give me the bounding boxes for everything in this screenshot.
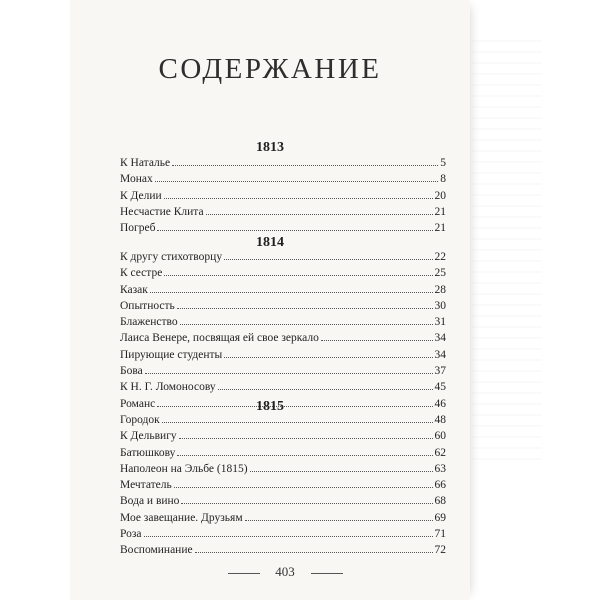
dot-leader <box>224 357 432 358</box>
toc-entry-page: 21 <box>434 222 446 235</box>
toc-entry-page: 68 <box>434 495 446 508</box>
dot-leader <box>177 308 433 309</box>
toc-entry-title: К другу стихотворцу <box>120 251 223 263</box>
toc-entry-page: 31 <box>434 316 446 329</box>
section-heading-1814: 1814 <box>256 235 284 250</box>
toc-entry-page: 37 <box>434 365 446 378</box>
toc-entry-page: 34 <box>434 348 446 361</box>
dot-leader <box>144 536 433 537</box>
toc-entry <box>120 493 446 509</box>
toc-entry-page: 63 <box>434 462 446 475</box>
dot-leader <box>164 275 432 276</box>
toc-entry <box>120 347 446 363</box>
dot-leader <box>174 487 433 488</box>
toc-entry-title: Роза <box>120 528 142 541</box>
dot-leader <box>155 181 439 182</box>
toc-entry-page: 25 <box>434 267 446 280</box>
book-page <box>70 0 470 600</box>
toc-entry <box>120 204 446 220</box>
toc-entry-title: Бова <box>120 365 143 378</box>
toc-entry-title: Мое завещание. Друзьям <box>120 511 243 524</box>
toc-list-1814 <box>120 249 446 412</box>
toc-entry-page: 71 <box>434 528 446 541</box>
section-heading-1815: 1815 <box>256 399 284 414</box>
dot-leader <box>250 471 433 472</box>
toc-entry-title: Лаиса Венере, посвящая ей свое зеркало <box>120 332 319 345</box>
toc-entry <box>120 265 446 281</box>
toc-entry-title: Мечтатель <box>120 479 172 492</box>
dot-leader <box>195 552 433 553</box>
toc-entry-page: 5 <box>440 157 446 169</box>
toc-entry-page: 60 <box>434 430 446 443</box>
toc-list-1815 <box>120 412 446 559</box>
toc-entry-page: 46 <box>434 397 446 410</box>
toc-entry <box>120 249 446 265</box>
toc-entry-title: Казак <box>120 283 148 296</box>
toc-entry-title: Наполеон на Эльбе (1815) <box>120 462 248 475</box>
toc-entry <box>120 298 446 314</box>
dot-leader <box>179 438 433 439</box>
toc-entry <box>120 510 446 526</box>
toc-entry <box>120 171 446 187</box>
dot-leader <box>180 324 433 325</box>
toc-entry <box>120 526 446 542</box>
toc-entry-page: 21 <box>434 205 446 218</box>
page-title: СОДЕРЖАНИЕ <box>158 53 382 85</box>
dot-leader <box>164 198 433 199</box>
toc-entry-page: 22 <box>434 251 446 263</box>
section-heading-1813: 1813 <box>256 140 284 155</box>
toc-entry-title: Вода и вино <box>120 495 180 508</box>
toc-entry-page: 62 <box>434 446 446 459</box>
toc-entry-title: Монах <box>120 173 153 186</box>
dot-leader <box>157 230 432 231</box>
toc-entry <box>120 428 446 444</box>
toc-entry-page: 66 <box>434 479 446 492</box>
toc-entry-title: К Дельвигу <box>120 430 177 443</box>
toc-entry-title: К Н. Г. Ломоносову <box>120 381 216 394</box>
toc-entry-page: 72 <box>434 544 446 557</box>
toc-list-1813 <box>120 155 446 236</box>
toc-entry-page: 20 <box>434 189 446 202</box>
toc-entry-title: Опытность <box>120 299 175 312</box>
dot-leader <box>218 389 433 390</box>
toc-entry <box>120 379 446 395</box>
toc-entry-page: 28 <box>434 283 446 296</box>
toc-entry-page: 48 <box>434 414 446 426</box>
footer-rule-right <box>311 573 343 574</box>
toc-entry-title: К Наталье <box>120 157 171 169</box>
page-footer <box>70 564 470 584</box>
bleed-through-text <box>472 40 542 460</box>
toc-entry <box>120 314 446 330</box>
dot-leader <box>206 214 433 215</box>
dot-leader <box>224 259 432 260</box>
toc-entry-page: 8 <box>440 173 446 186</box>
toc-entry <box>120 330 446 346</box>
toc-entry <box>120 155 446 171</box>
toc-entry-page: 45 <box>434 381 446 394</box>
toc-entry-title: Блаженство <box>120 316 178 329</box>
page-number: 403 <box>275 564 295 579</box>
toc-entry-title: Романс <box>120 397 156 410</box>
dot-leader <box>245 520 433 521</box>
dot-leader <box>150 292 433 293</box>
toc-entry <box>120 542 446 558</box>
toc-entry <box>120 363 446 379</box>
toc-entry-title: Воспоминание <box>120 544 193 557</box>
toc-entry-title: Батюшкову <box>120 446 176 459</box>
toc-entry <box>120 477 446 493</box>
toc-entry-title: Пирующие студенты <box>120 348 223 361</box>
dot-leader <box>145 373 433 374</box>
toc-entry <box>120 461 446 477</box>
dot-leader <box>172 165 438 166</box>
footer-rule-left <box>228 573 260 574</box>
toc-entry-title: Городок <box>120 414 160 426</box>
toc-entry <box>120 188 446 204</box>
toc-entry <box>120 412 446 428</box>
dot-leader <box>177 455 432 456</box>
dot-leader <box>321 340 433 341</box>
toc-entry-title: Погреб <box>120 222 156 235</box>
dot-leader <box>181 503 432 504</box>
toc-entry-page: 30 <box>434 299 446 312</box>
toc-entry-page: 34 <box>434 332 446 345</box>
toc-entry <box>120 282 446 298</box>
toc-entry <box>120 445 446 461</box>
toc-entry-title: Несчастие Клита <box>120 205 204 218</box>
dot-leader <box>162 422 433 423</box>
toc-entry-title: К Делии <box>120 189 162 202</box>
toc-entry-page: 69 <box>434 511 446 524</box>
toc-entry-title: К сестре <box>120 267 163 280</box>
